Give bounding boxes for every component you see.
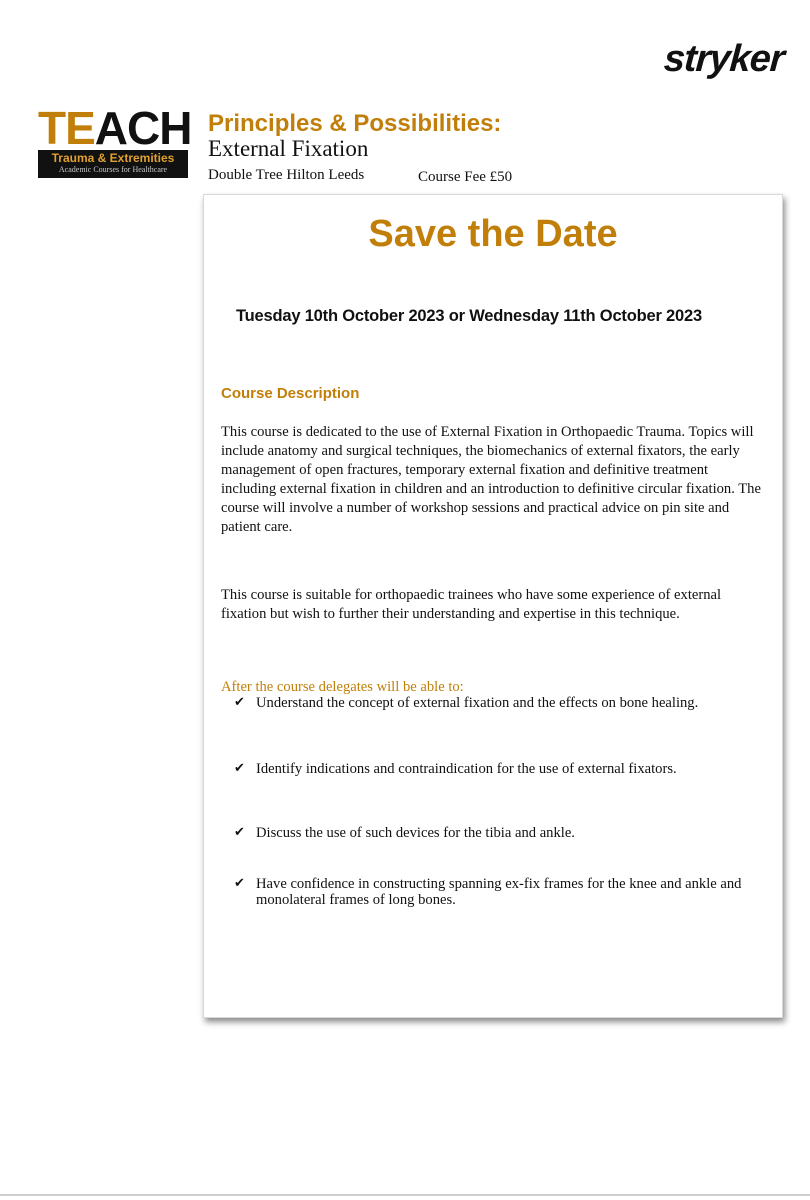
teach-wordmark-ach: ACH <box>94 102 192 154</box>
save-the-date-card <box>203 194 783 1018</box>
teach-tagline: Trauma & Extremities <box>51 151 175 165</box>
teach-wordmark <box>38 102 192 154</box>
learning-outcome-text: Discuss the use of such devices for the tibia and ankle. <box>256 825 575 841</box>
teach-wordmark-te: TE <box>38 102 95 154</box>
learning-outcomes-heading: After the course delegates will be able to: <box>221 679 464 695</box>
learning-outcome-item <box>234 876 776 908</box>
checkmark-icon: ✔ <box>234 825 245 840</box>
teach-logo <box>38 102 192 178</box>
page-bottom-divider <box>0 1194 810 1196</box>
description-paragraph-1: This course is dedicated to the use of External Fixation in Orthopaedic Trauma. Topics will include anatomy and surgical techniques, the biomechanics of external fixators, the early management of open fractures, temporary external fixation and definitive treatment including external fixation in children and an introduction to definitive circular fixation. The course will involve a number of workshop sessions and practical advice on pin site and patient care. <box>221 424 761 535</box>
learning-outcome-item <box>234 695 776 711</box>
checkmark-icon: ✔ <box>234 761 245 776</box>
checkmark-icon: ✔ <box>234 876 245 891</box>
teach-subtagline: Academic Courses for Healthcare <box>58 165 168 174</box>
checkmark-icon: ✔ <box>234 695 245 710</box>
course-subtitle: External Fixation <box>208 136 369 161</box>
save-the-date-heading: Save the Date <box>368 213 618 255</box>
description-paragraph-2: This course is suitable for orthopaedic trainees who have some experience of external fixation but wish to further their understanding and expertise in this technique. <box>221 587 722 622</box>
learning-outcome-text: Understand the concept of external fixation and the effects on bone healing. <box>256 695 699 711</box>
course-description-heading: Course Description <box>221 385 360 402</box>
teach-tagline-band <box>38 150 188 178</box>
course-venue: Double Tree Hilton Leeds <box>208 167 365 183</box>
learning-outcome-text: Identify indications and contraindication for the use of external fixators. <box>256 761 677 777</box>
stryker-logo: stryker <box>662 38 786 80</box>
learning-outcome-item <box>234 761 776 777</box>
learning-outcome-text: Have confidence in constructing spanning ex-fix frames for the knee and ankle and monolateral frames of long bones. <box>256 876 742 908</box>
course-fee: Course Fee £50 <box>418 169 513 185</box>
learning-outcome-item <box>234 825 776 841</box>
course-dates: Tuesday 10th October 2023 or Wednesday 11th October 2023 <box>236 307 702 325</box>
course-title: Principles & Possibilities: <box>208 110 502 137</box>
